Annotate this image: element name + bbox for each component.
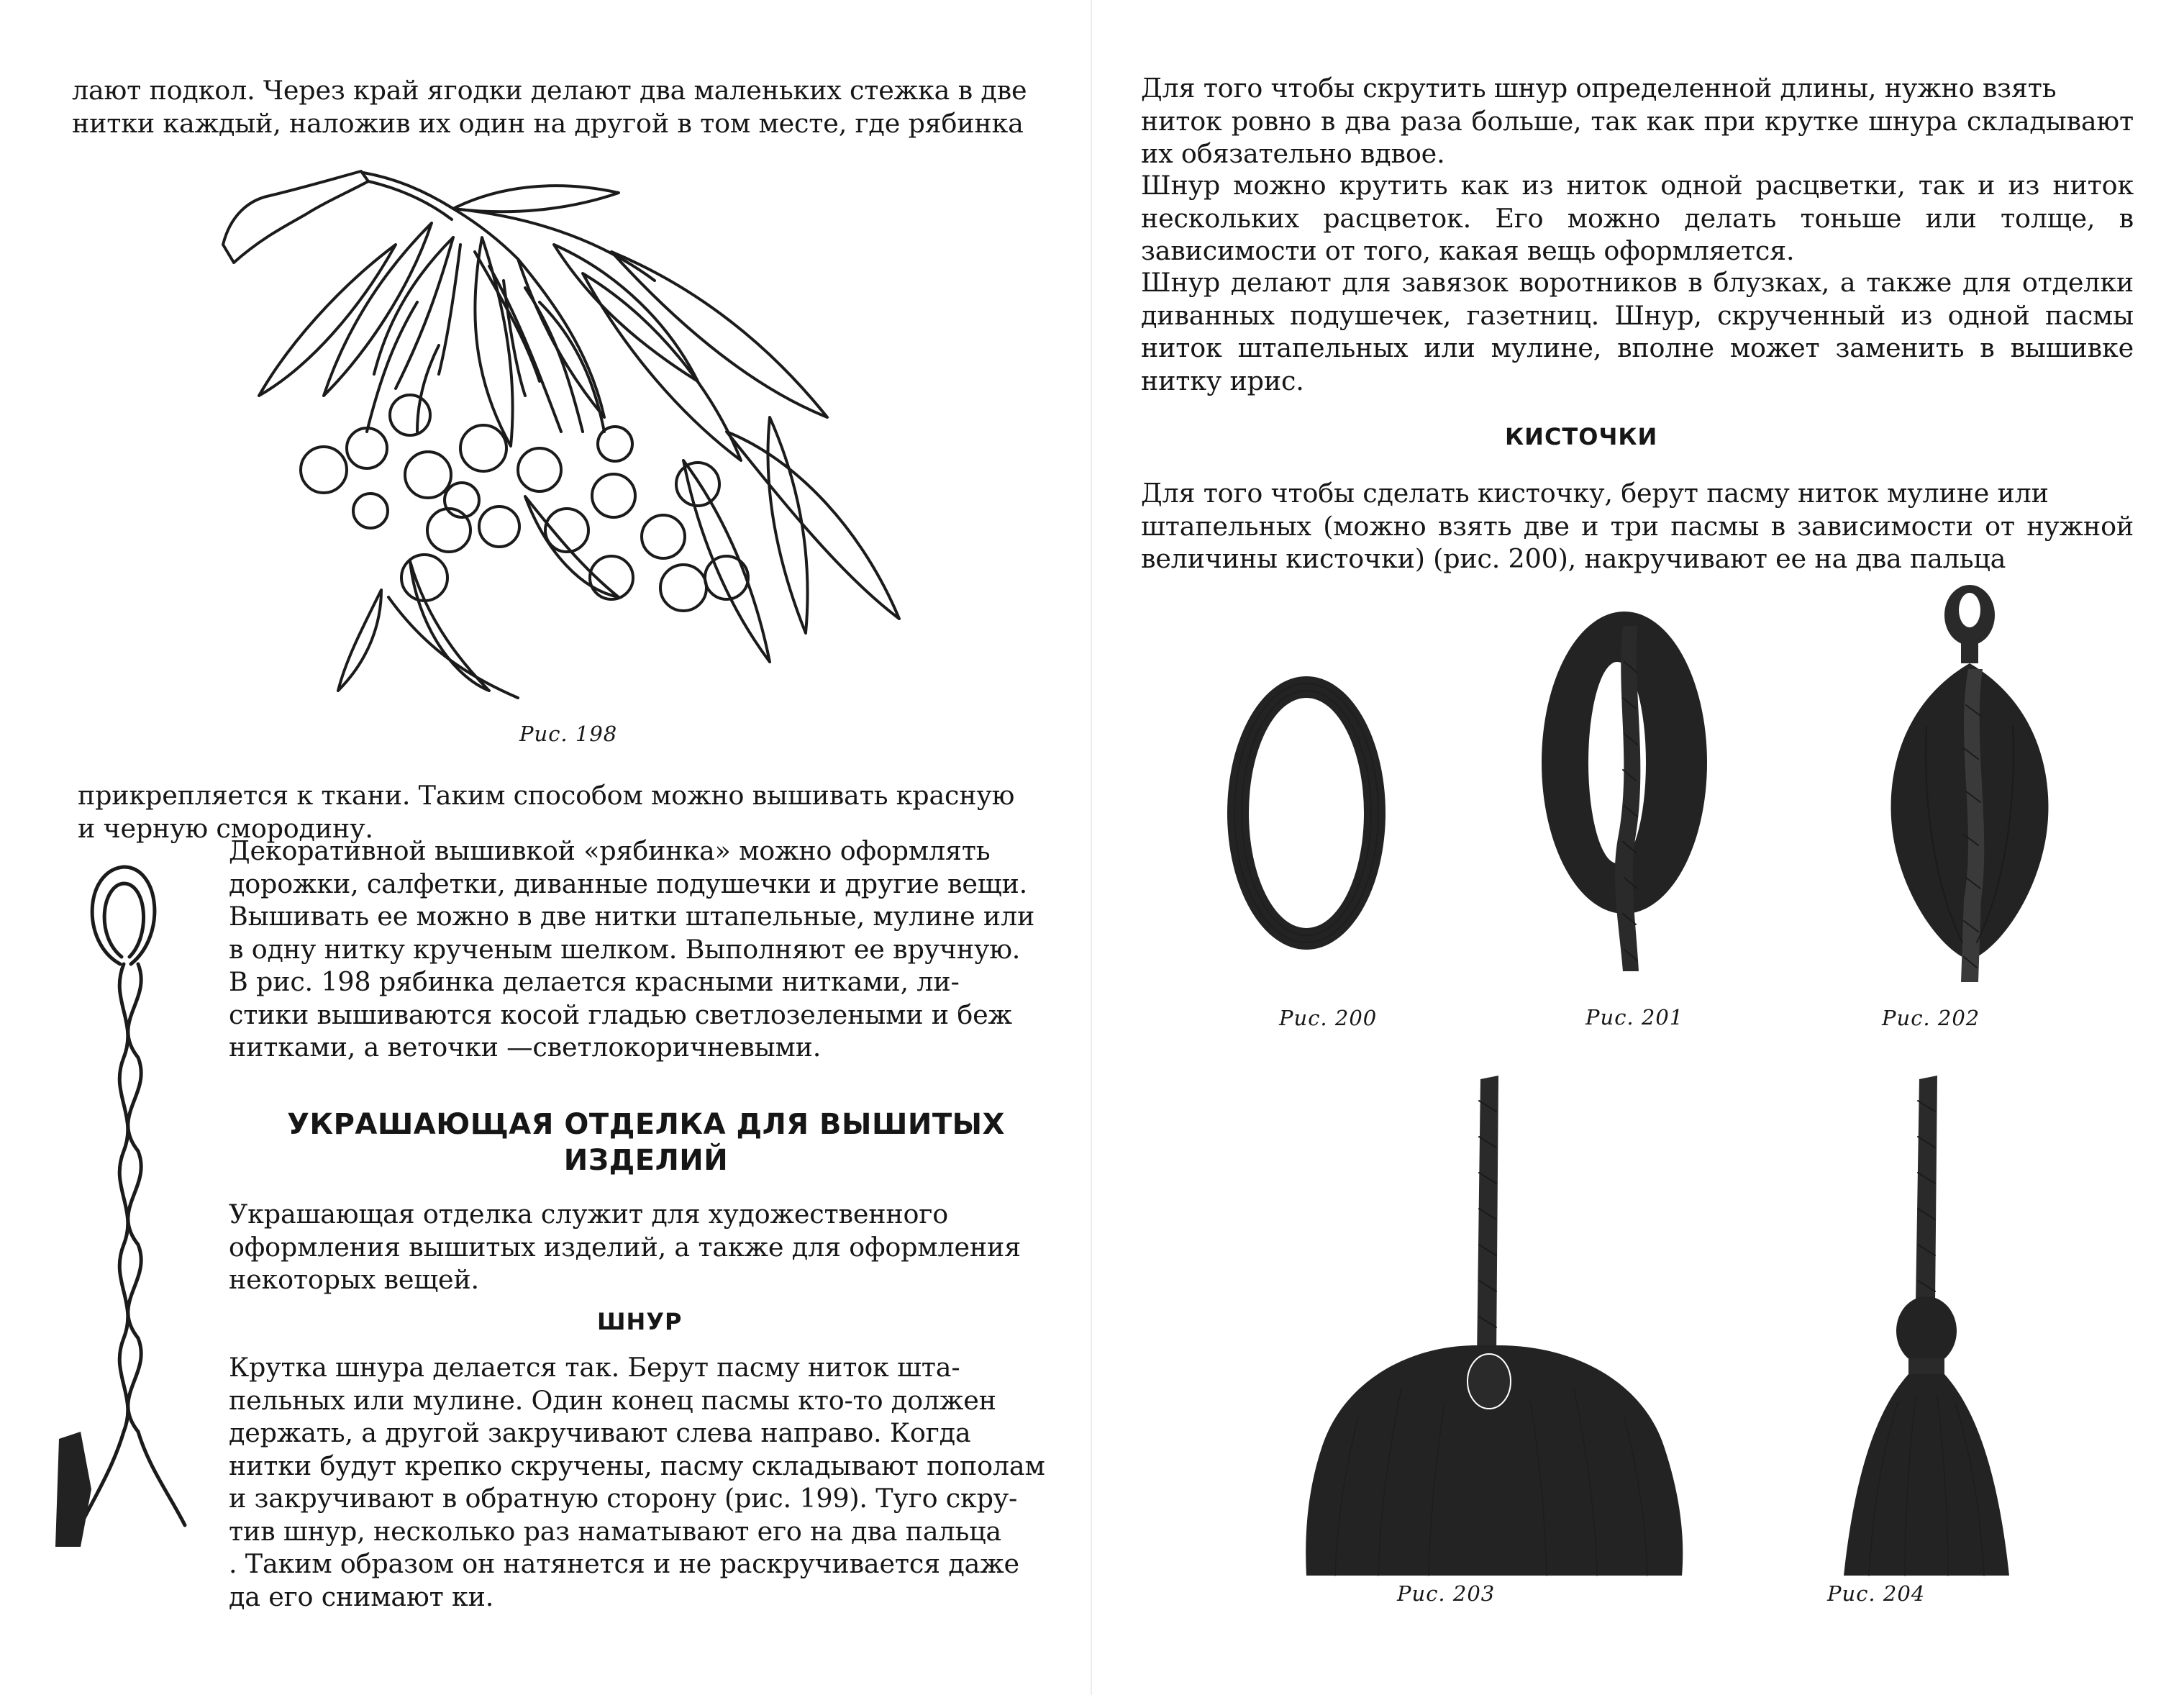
caption-203: Рис. 203 <box>1397 1581 1496 1606</box>
paragraph-intro: Украшающая отделка служит для художественного оформления вышитых изделий, а также для оформления некоторых вещей. <box>229 1199 1021 1295</box>
paragraph-continuation: прикрепляется к ткани. Таким способом можно вышивать красную и черную смородину. <box>78 780 1015 844</box>
figure-203-wide-tassel <box>1301 1072 1689 1583</box>
paragraph-decor: Декоративной вышивкой «рябинка» можно оформлять дорожки, салфетки, диванные подушечки и другие вещи. Вышивать ее можно в две нитки штапельные, мулине или в одну нитку крученым шелком. Выполняют ее вручную. <box>229 835 1035 965</box>
paragraph-krutka: Крутка шнура делается так. Берут пасму ниток шта- пельных или мулине. Один конец пасмы кто-то должен держать, а другой закручивают слева направо. Когда нитки будут крепко скручены, пасму складывают пополам и закручивают в обратную сторону (рис. 199). Туго скру- тив шнур, несколько раз наматывают его на два пальца . Таким образом он натянется и не раскручивается даже да его снимают ки. <box>229 1352 1045 1612</box>
paragraph-fig198: В рис. 198 рябинка делается красными нитками, ли- стики вышиваются косой гладью светлозелеными и беж нитками, а веточки —светлокоричневыми. <box>229 966 1012 1063</box>
figure-198-rowan <box>180 158 957 719</box>
figure-202-tassel-head <box>1883 583 2056 986</box>
paragraph-cord-length: Для того чтобы скрутить шнур определенной длины, нужно взять ниток ровно в два раза больше, так как при крутке шнура складывают их обязательно вдвое. <box>1141 73 2134 169</box>
left-top-paragraph: лают подкол. Через край ягодки делают два маленьких стежка в две нитки каждый, наложив их один на другой в том месте, где рябинка <box>72 75 1027 139</box>
caption-202: Рис. 202 <box>1882 1006 1980 1030</box>
paragraph-cord-colors: Шнур можно крутить как из ниток одной расцветки, так и из ниток нескольких расцветок. Его можно делать тоньше или толще, в зависимости от того, какая вещь оформляется. <box>1141 170 2134 266</box>
caption-201: Рис. 201 <box>1585 1005 1684 1030</box>
figure-199-cord <box>52 856 196 1547</box>
caption-198: Рис. 198 <box>519 722 618 746</box>
section-heading-decoration: УКРАШАЮЩАЯ ОТДЕЛКА ДЛЯ ВЫШИТЫХ ИЗДЕЛИЙ <box>287 1108 1005 1177</box>
caption-200: Рис. 200 <box>1279 1006 1378 1030</box>
paragraph-kistochki: Для того чтобы сделать кисточку, берут пасму ниток мулине или штапельных (можно взять две и три пасмы в зависимости от нужной величины кисточки) (рис. 200), накручивают ее на два пальца <box>1141 478 2134 574</box>
paragraph-cord-use: Шнур делают для завязок воротников в блузках, а также для отделки диванных подушечек, газетниц. Шнур, скрученный из одной пасмы ниток штапельных или мулине, вполне может заменить в вышивке нитку ирис. <box>1141 267 2134 396</box>
caption-204: Рис. 204 <box>1827 1581 1926 1606</box>
figure-204-narrow-tassel <box>1811 1072 2042 1583</box>
figure-201-loop-cord <box>1538 604 1711 978</box>
right-page <box>1092 0 2184 1695</box>
figure-200-loop <box>1221 669 1394 957</box>
subheading-shnur: ШНУР <box>597 1308 683 1335</box>
subheading-kistochki: КИСТОЧКИ <box>1505 423 1658 450</box>
